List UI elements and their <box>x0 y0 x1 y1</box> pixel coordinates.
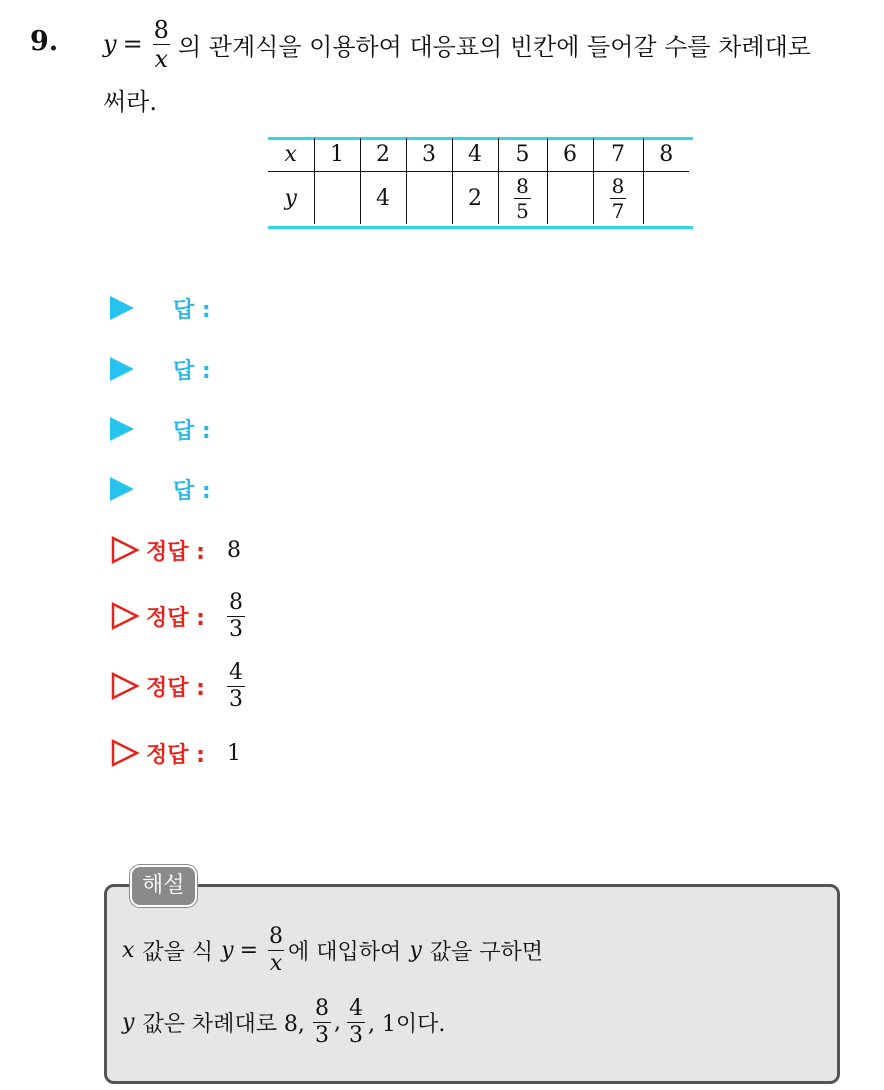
table-header-x: x <box>268 138 314 172</box>
table-cell-y4: 2 <box>452 172 498 225</box>
fraction-denominator: 3 <box>228 616 243 642</box>
explanation-fraction <box>347 995 365 1048</box>
outline-triangle-icon <box>110 738 140 768</box>
fraction-numerator: 8 <box>516 173 529 198</box>
fraction-denominator: 3 <box>348 1022 363 1048</box>
equation-equals: = <box>122 30 143 58</box>
fraction-numerator: 8 <box>269 923 284 949</box>
equation-fraction <box>152 15 171 73</box>
correct-answer-fraction <box>227 589 245 642</box>
table-cell-x1: 1 <box>314 138 360 172</box>
question-text: 의 관계식을 이용하여 대응표의 빈칸에 들어갈 수를 차례대로 <box>177 32 811 61</box>
question-text-line2: 써라. <box>103 88 157 116</box>
filled-triangle-icon <box>110 477 134 501</box>
explanation-tab: 해설 <box>130 865 197 907</box>
table-cell-x2: 2 <box>360 138 406 172</box>
table-header-y: y <box>284 185 297 211</box>
answer-label: 답 : <box>173 478 211 504</box>
table-cell-y8-blank <box>643 172 689 225</box>
answer-line-2[interactable] <box>110 347 211 391</box>
explanation-separator: , <box>333 1009 341 1035</box>
explanation-text: , 1이다. <box>367 1011 446 1037</box>
table-bottom-border <box>268 226 693 229</box>
fraction-denominator: 7 <box>611 198 625 223</box>
correct-answer-3 <box>110 656 248 716</box>
correct-answer-label: 정답 : <box>146 605 205 631</box>
fraction-denominator: 3 <box>228 686 243 712</box>
correct-answer-label: 정답 : <box>146 675 205 701</box>
explanation-line2 <box>122 990 445 1054</box>
correct-answer-fraction <box>227 659 245 712</box>
answer-line-4[interactable] <box>110 467 211 511</box>
filled-triangle-icon <box>110 296 134 320</box>
table-cell-x7: 7 <box>593 138 643 172</box>
explanation-box <box>104 884 840 1084</box>
table-cell-y7 <box>593 172 643 225</box>
correct-answer-4 <box>110 723 241 783</box>
explanation-var-y: y <box>122 1009 135 1035</box>
correspondence-table <box>268 138 689 224</box>
table-cell-x6: 6 <box>547 138 593 172</box>
table-cell-y3-blank <box>406 172 452 225</box>
fraction-numerator: 8 <box>611 173 625 198</box>
answer-line-3[interactable] <box>110 407 211 451</box>
answer-label: 답 : <box>173 297 211 323</box>
correct-answer-value: 8 <box>226 537 241 563</box>
table-cell-x3: 3 <box>406 138 452 172</box>
correct-answer-1 <box>110 520 241 580</box>
explanation-text: 에 대입하여 <box>288 939 402 965</box>
explanation-text: 값은 차례대로 8, <box>142 1011 305 1037</box>
correct-answer-label: 정답 : <box>146 539 205 565</box>
fraction-denominator: 3 <box>314 1022 329 1048</box>
answer-line-1[interactable] <box>110 286 211 330</box>
answer-label: 답 : <box>173 418 211 444</box>
question-number: 9. <box>30 26 59 57</box>
fraction-denominator: 5 <box>516 198 529 223</box>
table-cell-y5 <box>498 172 547 225</box>
fraction-numerator: 8 <box>314 995 329 1021</box>
table-cell-y2: 4 <box>360 172 406 225</box>
fraction-denominator: x <box>269 950 283 976</box>
fraction-numerator: 4 <box>228 659 243 685</box>
answer-label: 답 : <box>173 358 211 384</box>
explanation-fraction <box>313 995 331 1048</box>
table-cell-x4: 4 <box>452 138 498 172</box>
fraction-denominator: x <box>154 44 169 73</box>
question-text-line1 <box>103 14 811 74</box>
explanation-var-y: y <box>409 937 422 963</box>
correct-answer-label: 정답 : <box>146 742 205 768</box>
table-row-y <box>268 172 689 225</box>
outline-triangle-icon <box>110 671 140 701</box>
explanation-line1 <box>122 918 543 982</box>
filled-triangle-icon <box>110 357 134 381</box>
fraction-numerator: 4 <box>348 995 363 1021</box>
table-row-x <box>268 138 689 172</box>
explanation-text: 값을 구하면 <box>429 939 544 965</box>
fraction-numerator: 8 <box>228 589 243 615</box>
filled-triangle-icon <box>110 417 134 441</box>
table-cell-y6-blank <box>547 172 593 225</box>
explanation-var-x: x <box>122 937 135 963</box>
outline-triangle-icon <box>110 601 140 631</box>
explanation-equals: = <box>239 937 259 963</box>
table-cell-x8: 8 <box>643 138 689 172</box>
table-cell-y1-blank <box>314 172 360 225</box>
explanation-var-y: y <box>221 937 234 963</box>
explanation-fraction <box>267 923 285 976</box>
correct-answer-value: 1 <box>226 740 241 766</box>
fraction-numerator: 8 <box>153 15 169 44</box>
correct-answer-2 <box>110 586 248 646</box>
outline-triangle-icon <box>110 535 140 565</box>
explanation-text: 값을 식 <box>142 939 214 965</box>
equation-variable-y: y <box>103 30 117 58</box>
table-cell-x5: 5 <box>498 138 547 172</box>
